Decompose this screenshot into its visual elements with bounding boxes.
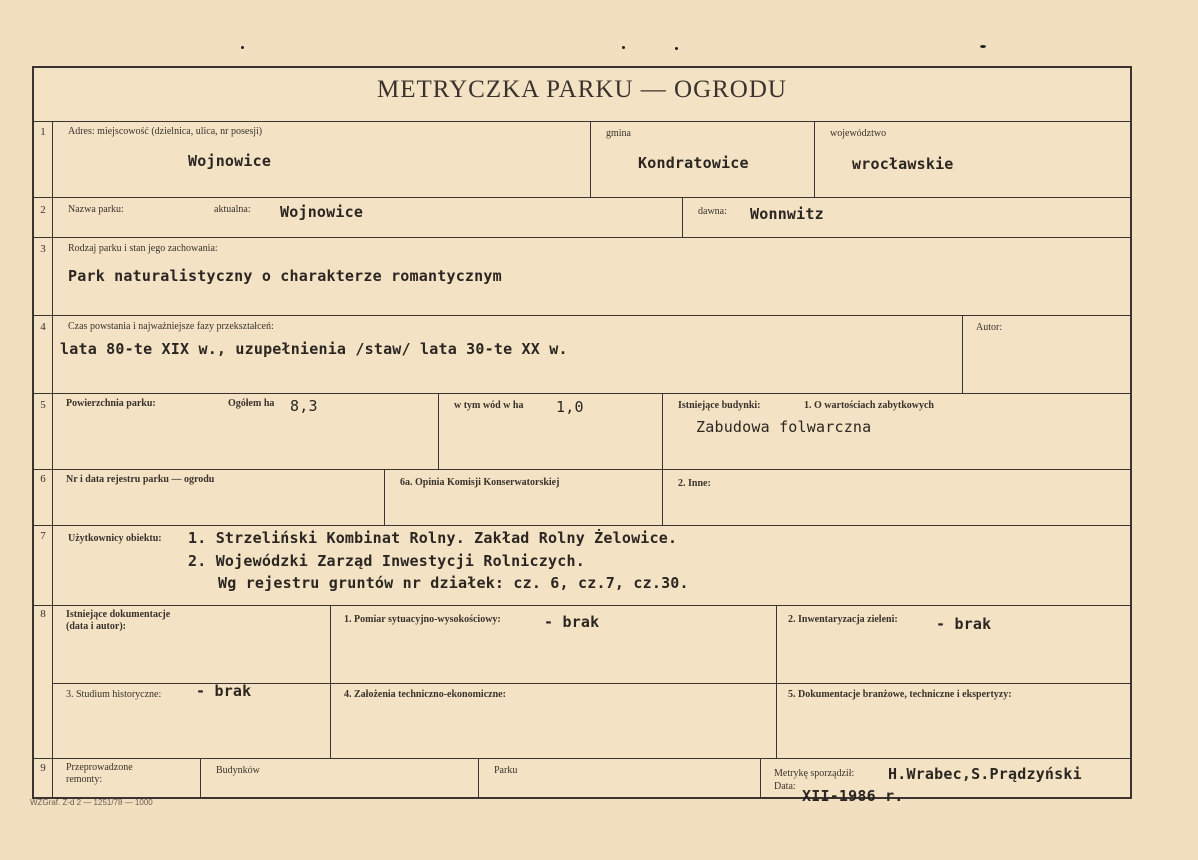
cell-divider (384, 469, 385, 525)
zalozenia-label: 4. Założenia techniczno-ekonomiczne: (344, 689, 506, 700)
remonty-label: Przeprowadzone (66, 762, 133, 773)
gmina-value: Kondratowice (638, 154, 749, 172)
uzytkownicy-line-2: 2. Wojewódzki Zarząd Inwestycji Rolniczych. (188, 552, 585, 570)
inwentaryzacja-label: 2. Inwentaryzacja zieleni: (788, 614, 898, 625)
cell-divider (438, 393, 439, 469)
cell-divider (590, 121, 591, 197)
dokumentacje-label: Istniejące dokumentacje (66, 609, 171, 620)
wojewodztwo-value: wrocławskie (852, 155, 954, 173)
form-title: METRYCZKA PARKU — OGRODU (377, 76, 787, 103)
row-divider (34, 315, 1130, 316)
row-divider (34, 469, 1130, 470)
row-number: 2 (40, 204, 46, 216)
studium-value: - brak (196, 682, 252, 700)
cell-divider (760, 758, 761, 799)
aktualna-label: aktualna: (214, 204, 251, 215)
cell-divider (814, 121, 815, 197)
row-divider (34, 605, 1130, 606)
powierzchnia-label: Powierzchnia parku: (66, 398, 156, 409)
cell-divider (776, 605, 777, 758)
wod-label: w tym wód w ha (454, 400, 524, 411)
row-number: 7 (40, 530, 46, 542)
pomiar-label: 1. Pomiar sytuacyjno-wysokościowy: (344, 614, 501, 625)
uzytkownicy-label: Użytkownicy obiektu: (68, 533, 162, 544)
row-divider (34, 758, 1130, 759)
autor-label: Autor: (976, 322, 1003, 333)
ogolem-value: 8,3 (290, 397, 318, 415)
gmina-label: gmina (606, 128, 631, 139)
row-divider (34, 197, 1130, 198)
sporzadzil-label: Metrykę sporządził: (774, 768, 855, 779)
row-divider (34, 121, 1130, 122)
adres-label: Adres: miejscowość (dzielnica, ulica, nr posesji) (68, 126, 263, 137)
ink-speck (241, 46, 244, 49)
wod-value: 1,0 (556, 398, 584, 416)
sporzadzil-value: H.Wrabec,S.Prądzyński (888, 765, 1082, 783)
cell-divider (662, 469, 663, 525)
inne-label: 2. Inne: (678, 478, 711, 489)
dokumentacje-sublabel: (data i autor): (66, 621, 126, 632)
nazwa-parku-label: Nazwa parku: (68, 204, 124, 215)
czas-powstania-label: Czas powstania i najważniejsze fazy przekształceń: (68, 321, 274, 332)
aktualna-value: Wojnowice (280, 203, 364, 221)
number-column-divider (52, 121, 53, 799)
row-number: 1 (40, 126, 46, 138)
budynki-value: Zabudowa folwarczna (696, 418, 872, 436)
uzytkownicy-line-1: 1. Strzeliński Kombinat Rolny. Zakład Rolny Żelowice. (188, 529, 678, 547)
budynki-zabytkowe-label: 1. O wartościach zabytkowych (804, 400, 934, 411)
data-value: XII-1986 r. (802, 787, 904, 805)
branzowe-label: 5. Dokumentacje branżowe, techniczne i ekspertyzy: (788, 689, 1012, 700)
row-number: 4 (40, 321, 46, 333)
row-number: 5 (40, 399, 46, 411)
dawna-value: Wonnwitz (750, 205, 824, 223)
ink-speck (675, 47, 678, 50)
studium-label: 3. Studium historyczne: (66, 689, 162, 700)
data-label: Data: (774, 781, 796, 792)
ink-speck (622, 46, 625, 49)
ogolem-label: Ogółem ha (228, 398, 275, 409)
cell-divider (962, 315, 963, 393)
row-divider (34, 237, 1130, 238)
cell-divider (478, 758, 479, 799)
wojewodztwo-label: województwo (830, 128, 887, 139)
cell-divider (662, 393, 663, 469)
ink-speck (980, 45, 986, 48)
cell-divider (330, 605, 331, 758)
parku-label: Parku (494, 765, 518, 776)
rodzaj-parku-label: Rodzaj parku i stan jego zachowania: (68, 243, 218, 254)
remonty-sublabel: remonty: (66, 774, 103, 785)
row-number: 8 (40, 608, 46, 620)
czas-powstania-value: lata 80-te XIX w., uzupełnienia /staw/ lata 30-te XX w. (60, 340, 568, 358)
opinia-label: 6a. Opinia Komisji Konserwatorskiej (400, 477, 560, 488)
inwentaryzacja-value: - brak (936, 615, 992, 633)
row-divider (34, 525, 1130, 526)
row-number: 9 (40, 762, 46, 774)
dawna-label: dawna: (698, 206, 727, 217)
uzytkownicy-line-3: Wg rejestru gruntów nr działek: cz. 6, cz.7, cz.30. (218, 574, 689, 592)
row-number: 3 (40, 243, 46, 255)
rejestr-label: Nr i data rejestru parku — ogrodu (66, 474, 215, 485)
rodzaj-parku-value: Park naturalistyczny o charakterze romantycznym (68, 267, 502, 285)
budynkow-label: Budynków (216, 765, 260, 776)
print-footer: WZGraf. Z-d 2 — 1251/78 — 1000 (30, 798, 153, 807)
row-number: 6 (40, 473, 46, 485)
adres-value: Wojnowice (188, 152, 272, 170)
budynki-label: Istniejące budynki: (678, 400, 761, 411)
cell-divider (200, 758, 201, 799)
cell-divider (682, 197, 683, 237)
pomiar-value: - brak (544, 613, 600, 631)
row-divider (34, 393, 1130, 394)
